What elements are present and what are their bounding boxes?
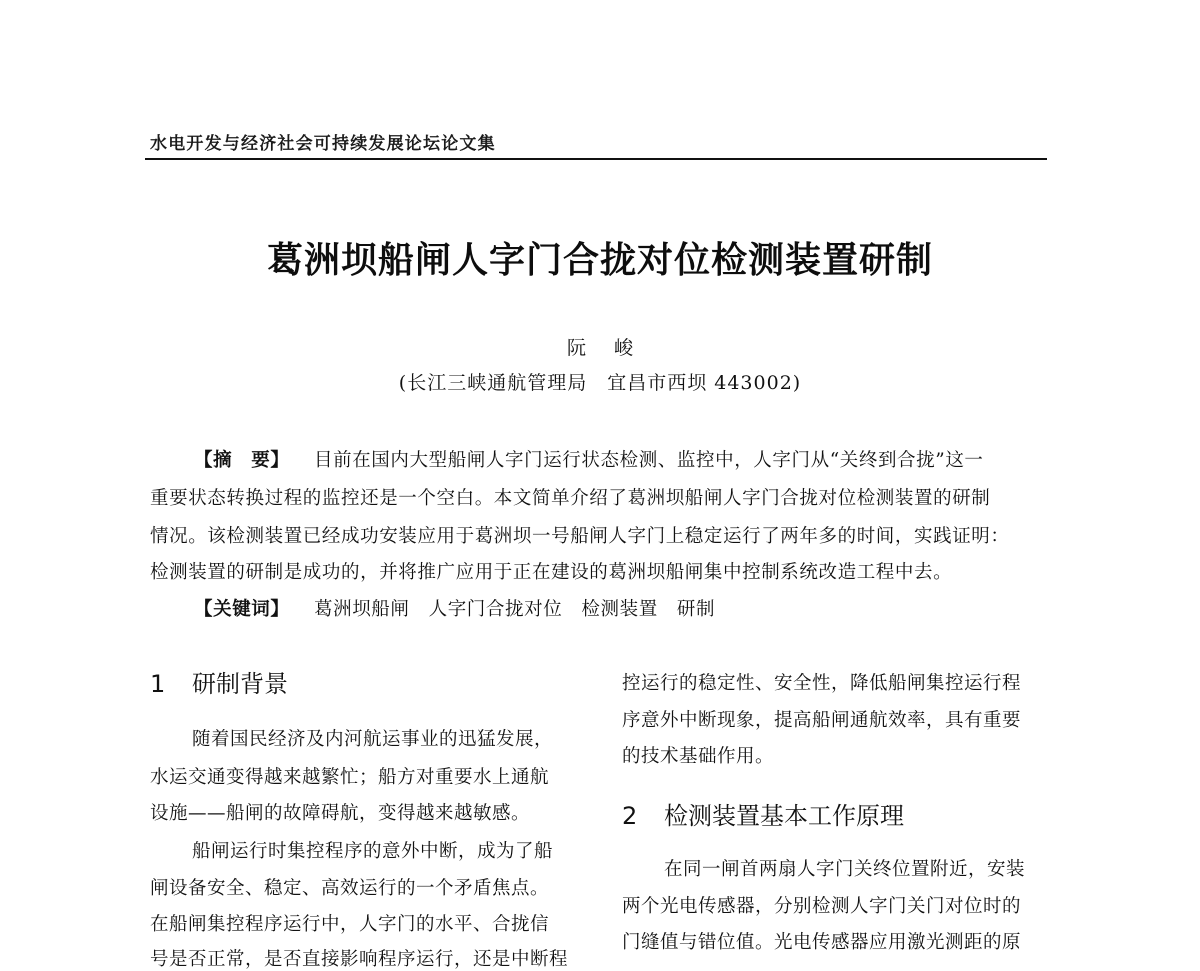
header-rule <box>145 158 1047 160</box>
section-2-title: 检测装置基本工作原理 <box>664 802 904 830</box>
left-line-2: 水运交通变得越来越繁忙；船方对重要水上通航 <box>150 767 550 788</box>
abstract-text: 目前在国内大型船闸人字门运行状态检测、监控中，人字门从“关终到合拢”这一 <box>314 450 984 471</box>
section-2-number: 2 <box>622 802 638 830</box>
right-line-4: 在同一闸首两扇人字门关终位置附近，安装 <box>664 859 1026 880</box>
keywords-label: 【关键词】 <box>194 599 290 620</box>
abstract-line-1 <box>194 446 984 472</box>
running-header: 水电开发与经济社会可持续发展论坛论文集 <box>150 134 496 154</box>
left-line-3: 设施——船闸的故障碍航，变得越来越敏感。 <box>150 803 531 824</box>
left-line-5: 闸设备安全、稳定、高效运行的一个矛盾焦点。 <box>150 878 550 899</box>
abstract-line-2: 重要状态转换过程的监控还是一个空白。本文简单介绍了葛洲坝船闸人字门合拢对位检测装置的研制 <box>150 488 991 509</box>
author-name: 阮峻 <box>566 337 661 359</box>
section-1-number: 1 <box>150 670 166 698</box>
paper-title: 葛洲坝船闸人字门合拢对位检测装置研制 <box>266 239 933 281</box>
right-line-5: 两个光电传感器，分别检测人字门关门对位时的 <box>622 896 1022 917</box>
section-1-title: 研制背景 <box>192 670 288 698</box>
left-line-4: 船闸运行时集控程序的意外中断，成为了船 <box>192 841 554 862</box>
abstract-label: 【摘 要】 <box>194 450 290 471</box>
abstract-line-4: 检测装置的研制是成功的，并将推广应用于正在建设的葛洲坝船闸集中控制系统改造工程中去。 <box>150 562 953 583</box>
left-line-6: 在船闸集控程序运行中，人字门的水平、合拢信 <box>150 914 550 935</box>
left-line-7: 号是否正常，是否直接影响程序运行，还是中断程 <box>150 949 569 970</box>
author-affiliation: (长江三峡通航管理局 宜昌市西坝 443002) <box>398 372 802 394</box>
section-2-heading <box>622 796 904 831</box>
right-line-1: 控运行的稳定性、安全性，降低船闸集控运行程 <box>622 673 1022 694</box>
right-line-2: 序意外中断现象，提高船闸通航效率，具有重要 <box>622 710 1022 731</box>
abstract-line-3: 情况。该检测装置已经成功安装应用于葛洲坝一号船闸人字门上稳定运行了两年多的时间，实践证明： <box>150 526 1010 547</box>
keywords-line <box>194 595 715 621</box>
right-line-6: 门缝值与错位值。光电传感器应用激光测距的原 <box>622 932 1022 953</box>
left-line-1: 随着国民经济及内河航运事业的迅猛发展， <box>192 729 554 750</box>
keywords-text: 葛洲坝船闸 人字门合拢对位 检测装置 研制 <box>314 599 716 620</box>
right-line-3: 的技术基础作用。 <box>622 746 775 767</box>
section-1-heading <box>150 664 288 699</box>
